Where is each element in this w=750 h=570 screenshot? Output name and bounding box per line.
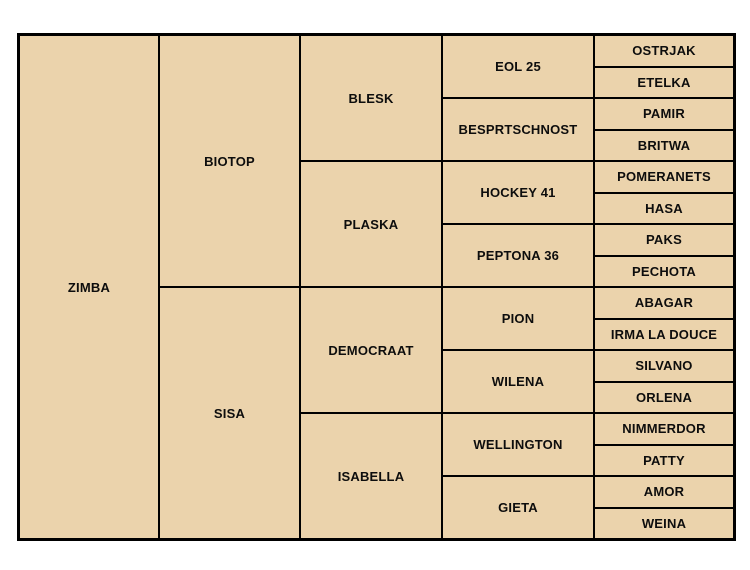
cell-wilena: [443, 351, 593, 412]
horse-name: OSTRJAK: [632, 43, 696, 59]
cell-paks: [595, 225, 733, 255]
cell-eol-25: [443, 36, 593, 97]
cell-hasa: [595, 194, 733, 224]
horse-name: PEPTONA 36: [476, 248, 560, 263]
cell-isabella: [301, 414, 441, 538]
horse-name: SILVANO: [635, 358, 693, 374]
cell-britwa: [595, 131, 733, 161]
cell-blesk: [301, 36, 441, 160]
horse-name: DEMOCRAAT: [328, 342, 414, 358]
horse-name: HASA: [645, 200, 683, 216]
horse-name: HOCKEY 41: [480, 185, 556, 200]
horse-name: POMERANETS: [617, 169, 711, 185]
cell-amor: [595, 477, 733, 507]
horse-name: BLESK: [348, 90, 394, 106]
horse-name: WEINA: [641, 515, 687, 531]
cell-weina: [595, 509, 733, 539]
horse-name: BIOTOP: [204, 153, 255, 169]
horse-name: WILENA: [491, 374, 545, 389]
horse-name: PLASKA: [343, 216, 399, 232]
horse-name: ABAGAR: [634, 295, 694, 311]
horse-name: PECHOTA: [632, 263, 696, 279]
cell-hockey-41: [443, 162, 593, 223]
horse-name: PATTY: [643, 452, 685, 468]
horse-name: ISABELLA: [337, 468, 405, 484]
cell-plaska: [301, 162, 441, 286]
cell-zimba: [20, 36, 158, 538]
horse-name: PION: [501, 311, 535, 326]
cell-orlena: [595, 383, 733, 413]
pedigree-table: [17, 33, 736, 541]
horse-name: ETELKA: [637, 74, 691, 90]
cell-patty: [595, 446, 733, 476]
horse-name: WELLINGTON: [473, 437, 563, 452]
cell-pion: [443, 288, 593, 349]
cell-ostrjak: [595, 36, 733, 66]
horse-name: AMOR: [643, 484, 685, 500]
horse-name: ZIMBA: [67, 279, 111, 295]
cell-besprtschnost: [443, 99, 593, 160]
horse-name: BESPRTSCHNOST: [458, 122, 578, 137]
horse-name: PAKS: [646, 232, 682, 248]
cell-irma-la-douce: [595, 320, 733, 350]
cell-pechota: [595, 257, 733, 287]
cell-democraat: [301, 288, 441, 412]
cell-sisa: [160, 288, 299, 538]
cell-pomeranets: [595, 162, 733, 192]
horse-name: GIETA: [498, 500, 538, 515]
cell-pamir: [595, 99, 733, 129]
horse-name: EOL 25: [495, 59, 541, 74]
cell-abagar: [595, 288, 733, 318]
cell-biotop: [160, 36, 299, 286]
cell-peptona-36: [443, 225, 593, 286]
horse-name: IRMA LA DOUCE: [610, 326, 718, 342]
horse-name: ORLENA: [635, 389, 693, 405]
horse-name: NIMMERDOR: [622, 421, 706, 437]
horse-name: BRITWA: [637, 137, 691, 153]
cell-etelka: [595, 68, 733, 98]
horse-name: PAMIR: [643, 106, 685, 122]
cell-silvano: [595, 351, 733, 381]
cell-gieta: [443, 477, 593, 538]
horse-name: SISA: [213, 405, 246, 421]
cell-wellington: [443, 414, 593, 475]
cell-nimmerdor: [595, 414, 733, 444]
